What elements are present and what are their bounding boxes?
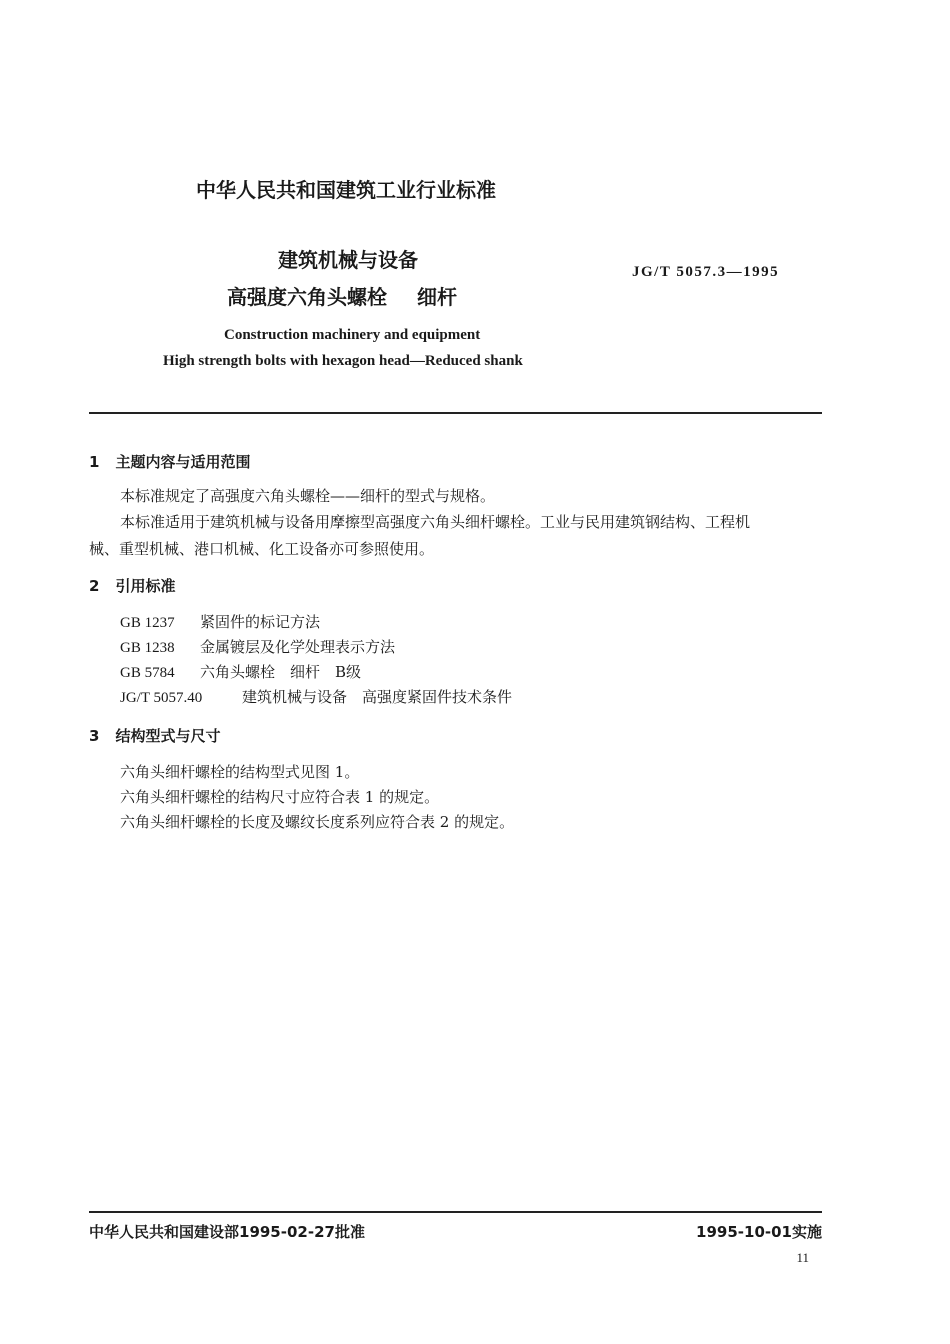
reference-item: JG/T 5057.40 建筑机械与设备 高强度紧固件技术条件 (120, 688, 513, 706)
section-3-paragraph-3: 六角头细杆螺栓的长度及螺纹长度系列应符合表 2 的规定。 (120, 813, 515, 831)
header-divider (89, 412, 822, 414)
footer-divider (89, 1211, 822, 1213)
reference-item: GB 1238 金属镀层及化学处理表示方法 (120, 638, 396, 656)
title-cn-line2 (227, 281, 457, 310)
standard-category: 中华人民共和国建筑工业行业标准 (196, 178, 496, 202)
standard-number: JG/T 5057.3—1995 (632, 264, 780, 280)
section-1-heading: 1 主题内容与适用范围 (89, 453, 251, 471)
section-1-paragraph-2: 本标准适用于建筑机械与设备用摩擦型高强度六角头细杆螺栓。工业与民用建筑钢结构、工程机 (120, 513, 751, 531)
section-3-paragraph-1: 六角头细杆螺栓的结构型式见图 1。 (120, 763, 360, 781)
title-cn-shank: 细杆 (417, 285, 457, 309)
section-3-heading: 3 结构型式与尺寸 (89, 727, 221, 745)
page-number: 11 (796, 1250, 809, 1265)
title-cn-line1: 建筑机械与设备 (278, 248, 418, 272)
title-cn-bolt: 高强度六角头螺栓 (227, 285, 387, 309)
section-3-paragraph-2: 六角头细杆螺栓的结构尺寸应符合表 1 的规定。 (120, 788, 440, 806)
reference-item: GB 5784 六角头螺栓 细杆 B级 (120, 663, 362, 681)
section-1-paragraph-3: 械、重型机械、港口机械、化工设备亦可参照使用。 (89, 540, 435, 558)
section-1-paragraph-1: 本标准规定了高强度六角头螺栓——细杆的型式与规格。 (120, 487, 496, 505)
title-en-line2: High strength bolts with hexagon head—Reduced shank (163, 353, 523, 369)
title-en-line1: Construction machinery and equipment (224, 327, 481, 343)
approval-line: 中华人民共和国建设部1995-02-27批准 (89, 1223, 365, 1241)
implementation-date: 1995-10-01实施 (696, 1223, 822, 1241)
reference-item: GB 1237 紧固件的标记方法 (120, 613, 321, 631)
section-2-heading: 2 引用标准 (89, 577, 176, 595)
